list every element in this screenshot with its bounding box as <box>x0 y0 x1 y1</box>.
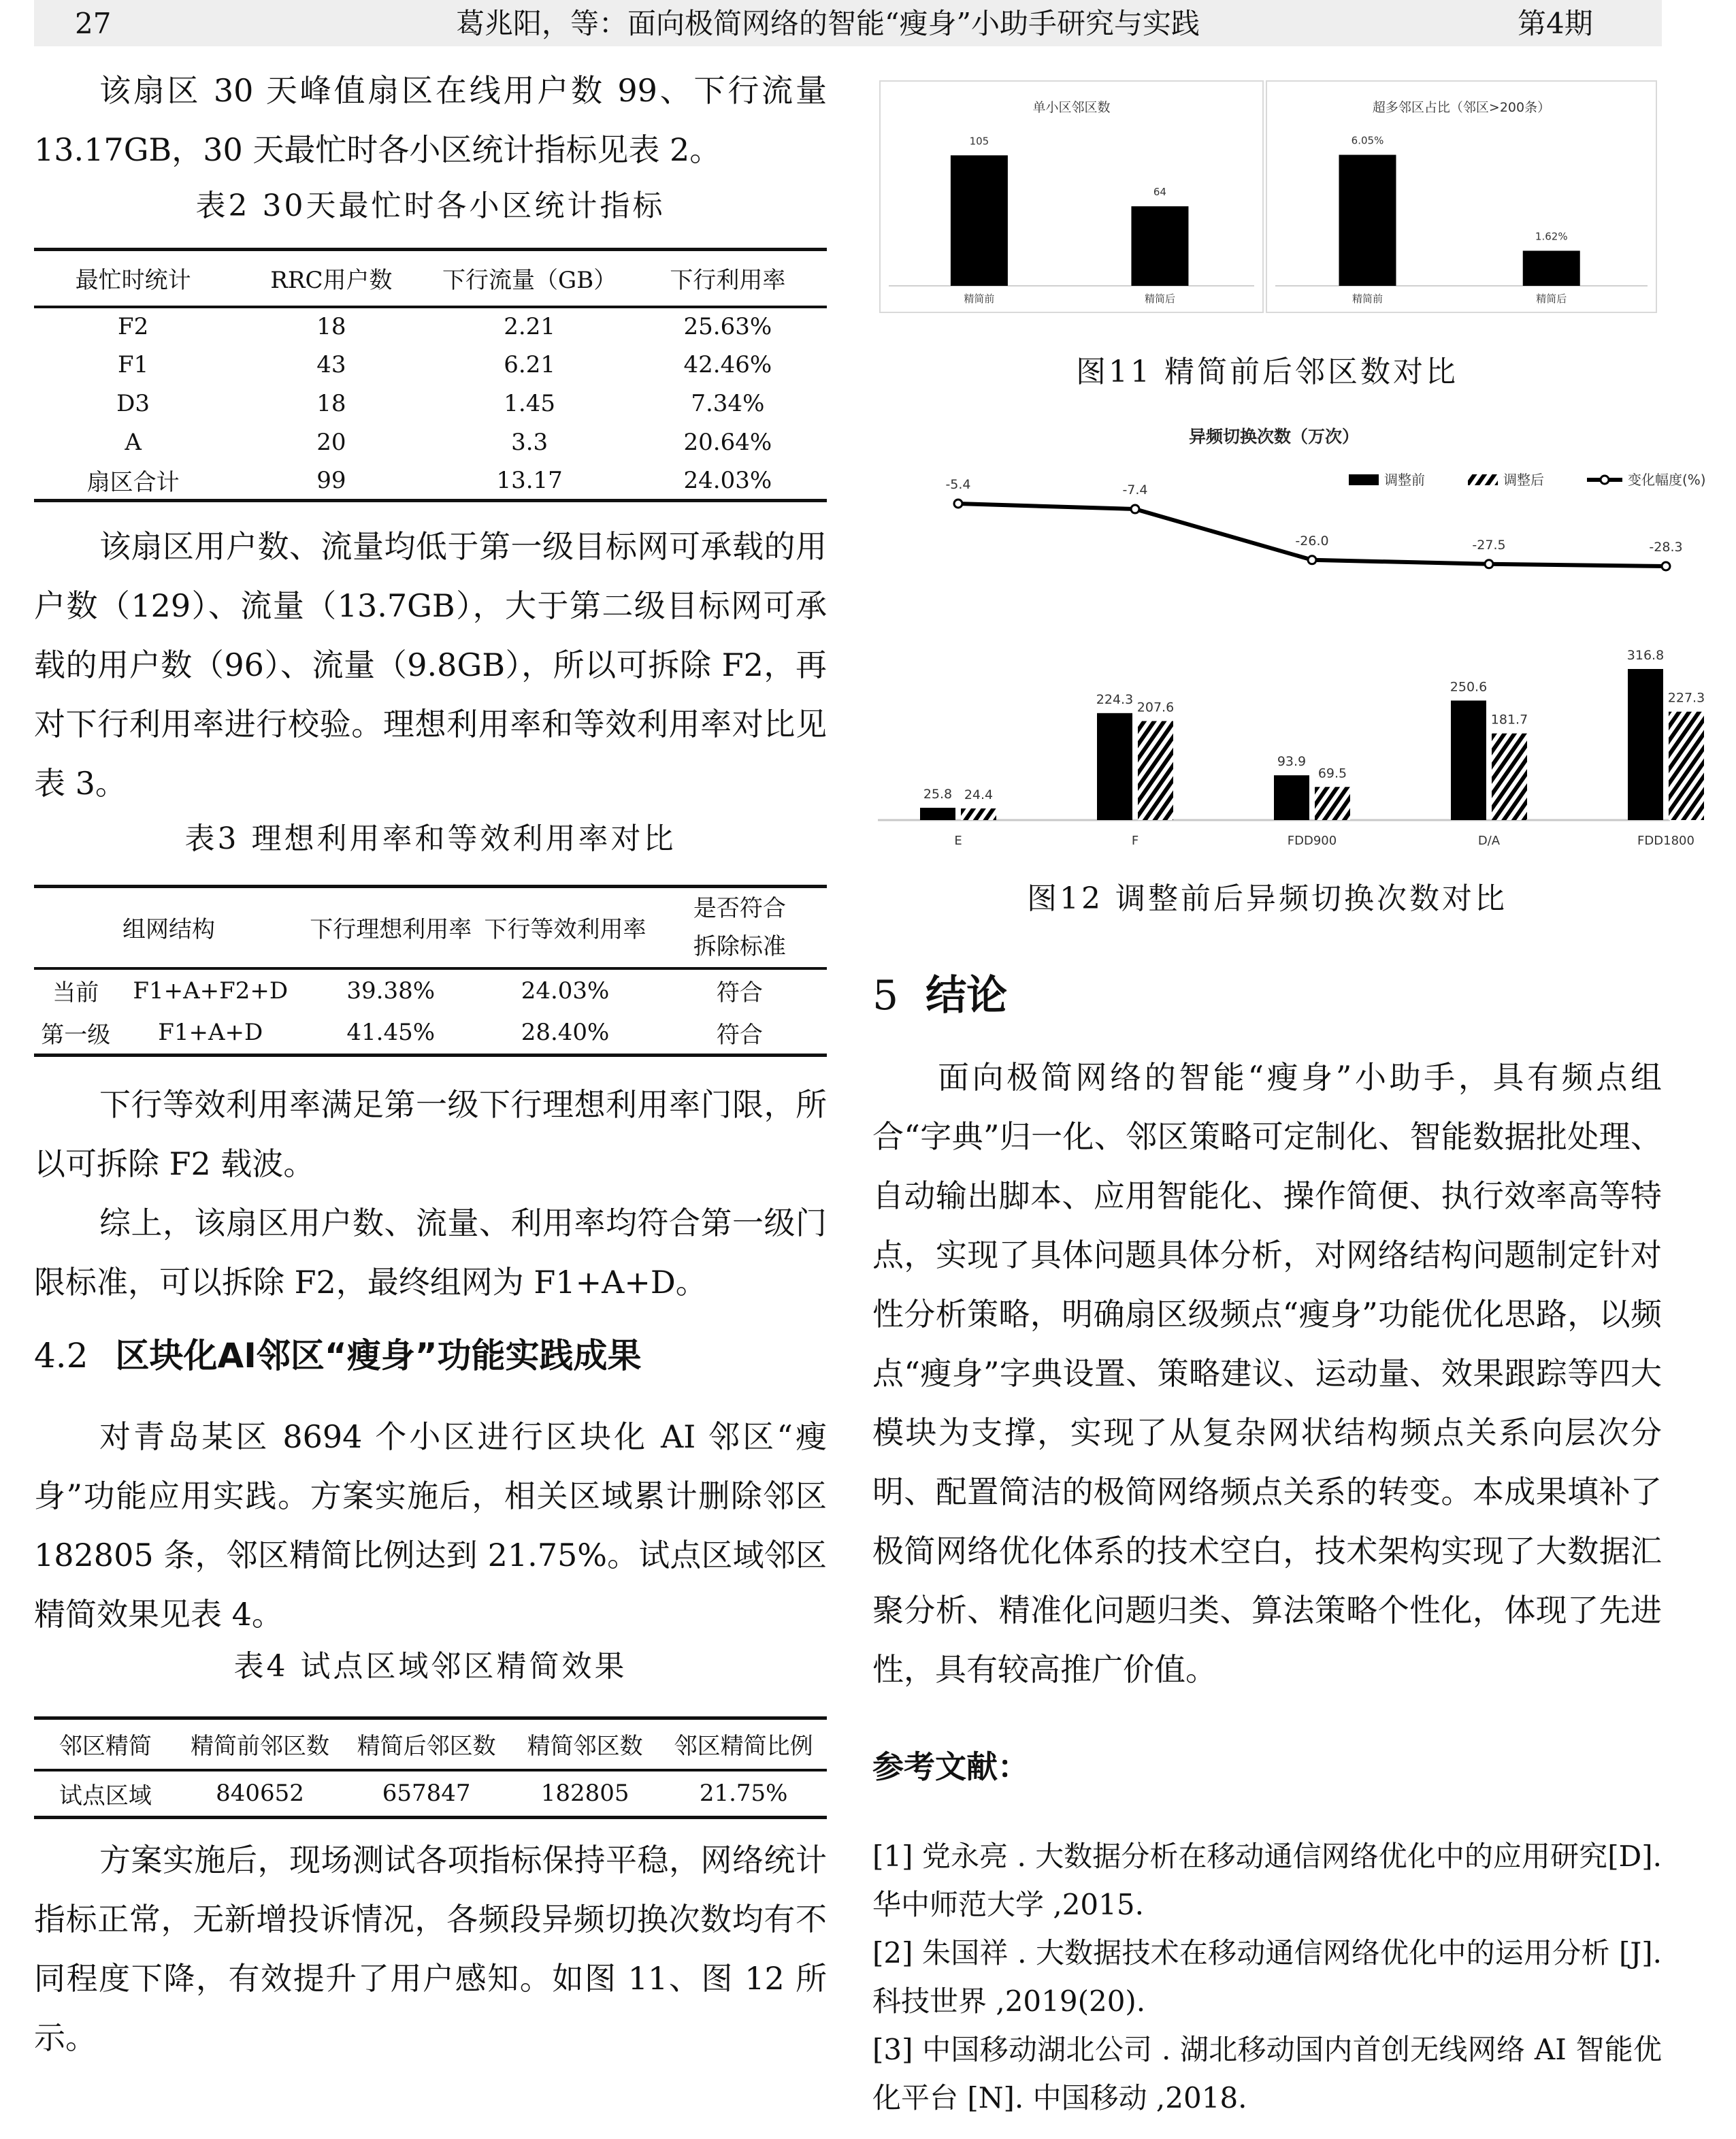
table-header: 邻区精简比例 <box>674 1733 813 1761</box>
x-tick-label: 精简后 <box>1144 293 1175 305</box>
table-cell: 41.45% <box>346 1019 436 1047</box>
table-cell: 符合 <box>716 1021 763 1049</box>
table-row <box>34 1770 827 1818</box>
line-data-label: -27.5 <box>1472 537 1506 553</box>
table-cell: 第一级 <box>41 1021 111 1049</box>
line-data-label: -26.0 <box>1295 533 1329 549</box>
table-header-row <box>34 1718 827 1770</box>
table-header: 下行利用率 <box>670 267 786 295</box>
figure-11-chart <box>879 80 1658 315</box>
table-cell: 20 <box>316 429 346 456</box>
table-cell: 39.38% <box>346 977 436 1005</box>
table-header: 精简邻区数 <box>527 1733 643 1761</box>
references-heading: 参考文献： <box>872 1748 1029 1785</box>
data-label: 181.7 <box>1490 712 1528 728</box>
table-header: 下行等效利用率 <box>484 916 646 944</box>
bar-before <box>1628 669 1663 820</box>
table-header-line: 拆除标准 <box>693 932 786 960</box>
table-cell: 13.17 <box>496 466 563 494</box>
bar <box>1131 206 1188 286</box>
paragraph-summary: 综上，该扇区用户数、流量、利用率均符合第一级门限标准，可以拆除 F2，最终组网为 F1+A+D。 <box>34 1205 827 1301</box>
bar-before <box>1451 700 1486 820</box>
table-header: 下行理想利用率 <box>310 916 472 944</box>
table-header: 精简前邻区数 <box>191 1733 329 1761</box>
table-cell: 24.03% <box>683 466 772 494</box>
bar-after <box>1315 787 1350 820</box>
table-header: 下行流量（GB） <box>442 267 617 295</box>
chart-panel-1 <box>880 81 1263 312</box>
legend-swatch-after <box>1468 474 1498 485</box>
table-cell: 20.64% <box>683 429 772 456</box>
bar <box>1339 155 1396 287</box>
table-row <box>34 346 827 385</box>
line-marker <box>1131 505 1139 513</box>
table-cell: 试点区域 <box>59 1782 152 1810</box>
table-cell: 当前 <box>52 979 99 1007</box>
paragraph-pilot-results: 对青岛某区 8694 个小区进行区块化 AI 邻区“瘦身”功能应用实践。方案实施后，相关区域累计删除邻区 182805 条，邻区精简比例达到 21.75%。试点区域邻区精简效果见表 4。 <box>34 1418 827 1633</box>
table-cell: 3.3 <box>511 429 548 456</box>
table-cell: 18 <box>316 390 346 417</box>
data-label: 250.6 <box>1450 679 1488 695</box>
table-cell: F1+A+F2+D <box>133 977 289 1005</box>
legend-label: 调整后 <box>1503 472 1544 488</box>
table-cell: 6.21 <box>504 351 555 378</box>
bar-after <box>1492 734 1527 820</box>
bar-after <box>1138 721 1173 820</box>
running-title: 葛兆阳，等：面向极简网络的智能“瘦身”小助手研究与实践 <box>456 7 1200 40</box>
line-marker <box>1308 556 1316 564</box>
table-cell: D3 <box>116 390 150 417</box>
table-cell: 42.46% <box>683 351 772 378</box>
legend-label: 变化幅度(%) <box>1628 472 1706 488</box>
line-data-label: -7.4 <box>1122 483 1148 498</box>
table-header: 邻区精简 <box>59 1733 152 1761</box>
x-tick-label: 精简后 <box>1536 293 1567 305</box>
section-heading-4-2 <box>34 1335 642 1376</box>
issue-number: 第4期 <box>1518 7 1593 40</box>
table-row <box>34 1012 827 1056</box>
table-row <box>34 423 827 462</box>
bar-before <box>1097 713 1132 820</box>
figure-12-chart <box>872 408 1706 851</box>
x-tick-label: FDD900 <box>1287 834 1337 848</box>
line-data-label: -28.3 <box>1649 540 1683 555</box>
data-label: 25.8 <box>923 786 953 802</box>
chart-legend <box>1349 472 1706 488</box>
data-label: 64 <box>1153 186 1166 199</box>
x-tick-label: 精简前 <box>1352 293 1383 305</box>
section-number: 4.2 <box>34 1336 88 1375</box>
table-cell: 7.34% <box>691 390 765 417</box>
figure-12-caption: 图12 调整前后异频切换次数对比 <box>1027 881 1507 916</box>
line-marker <box>954 500 962 508</box>
table-cell: 扇区合计 <box>86 469 180 497</box>
table-cell: 99 <box>316 466 346 494</box>
table-cell: F1 <box>118 351 149 378</box>
table4-caption: 表4 试点区域邻区精简效果 <box>233 1649 627 1684</box>
reference-item: [1] 党永亮 . 大数据分析在移动通信网络优化中的应用研究[D]. 华中师范大学 ,2015. <box>872 1840 1662 1921</box>
table4-pilot-neighbor-reduction <box>34 1716 827 1819</box>
table-cell: 25.63% <box>683 313 772 340</box>
data-label: 6.05% <box>1351 134 1384 147</box>
table-cell: F2 <box>118 313 149 340</box>
table2-caption: 表2 30天最忙时各小区统计指标 <box>195 189 666 223</box>
table-row <box>34 462 827 501</box>
x-tick-label: E <box>954 834 962 848</box>
table-row <box>34 385 827 423</box>
chart-title: 超多邻区占比（邻区>200条） <box>1372 100 1551 115</box>
table-cell: 43 <box>316 351 346 378</box>
table-cell: 840652 <box>216 1780 304 1808</box>
table-header: RRC用户数 <box>270 267 393 295</box>
table-header <box>653 887 827 968</box>
paragraph-busy-hour-intro: 该扇区 30 天峰值扇区在线用户数 99、下行流量 13.17GB，30 天最忙时各小区统计指标见表 2。 <box>34 72 827 168</box>
data-label: 69.5 <box>1317 766 1347 781</box>
table-cell: 符合 <box>716 979 763 1007</box>
legend-label: 调整前 <box>1384 472 1425 488</box>
section-heading-5 <box>872 972 1007 1019</box>
section-title: 区块化AI邻区“瘦身”功能实践成果 <box>115 1336 642 1375</box>
table-header: 精简后邻区数 <box>357 1733 496 1761</box>
x-tick-label: D/A <box>1477 834 1501 848</box>
table-cell: 1.45 <box>504 390 555 417</box>
paragraph-conclusion: 面向极简网络的智能“瘦身”小助手，具有频点组合“字典”归一化、邻区策略可定制化、智能数据批处理、自动输出脚本、应用智能化、操作简便、执行效率高等特点，实现了具体问题具体分析，对网络结构问题制定针对性分析策略，明确扇区级频点“瘦身”功能优化思路，以频点“瘦身”字典设置、策略建议、运动量、效果跟踪等四大模块为支撑，实现了从复杂网状结构频点关系向层次分明、配置简洁的极简网络频点关系的转变。本成果填补了极简网络优化体系的技术空白，技术架构实现了大数据汇聚分析、精准化问题归类、算法策略个性化，体现了先进性，具有较高推广价值。 <box>872 1059 1662 1688</box>
table-row <box>34 968 827 1012</box>
table-row <box>34 307 827 346</box>
x-tick-label: 精简前 <box>964 293 995 305</box>
chart-title: 单小区邻区数 <box>1032 100 1111 115</box>
table-header-row <box>34 887 827 968</box>
paragraph-capacity-check: 该扇区用户数、流量均低于第一级目标网可承载的用户数（129）、流量（13.7GB），大于第二级目标网可承载的用户数（96）、流量（9.8GB），所以可拆除 F2，再对下行利用率进行校验。理想利用率和等效利用率对比见表 3。 <box>34 528 827 802</box>
bar <box>1523 250 1580 286</box>
page-number: 27 <box>75 7 112 40</box>
table-cell: 21.75% <box>699 1780 788 1808</box>
bar <box>951 155 1008 286</box>
table-cell: F1+A+D <box>158 1019 263 1047</box>
section-title: 结论 <box>926 972 1008 1019</box>
table-cell: A <box>125 429 142 456</box>
table-header: 最忙时统计 <box>75 267 191 295</box>
table-cell: 28.40% <box>521 1019 610 1047</box>
line-marker <box>1662 562 1670 570</box>
table3-caption: 表3 理想利用率和等效利用率对比 <box>184 821 676 856</box>
data-label: 207.6 <box>1136 700 1175 715</box>
line-marker <box>1485 560 1493 568</box>
data-label: 93.9 <box>1277 754 1307 770</box>
table-cell: 18 <box>316 313 346 340</box>
bar-after <box>1669 712 1704 820</box>
section-number: 5 <box>872 972 899 1019</box>
x-tick-label: F <box>1131 834 1139 848</box>
data-label: 24.4 <box>964 787 994 802</box>
table-cell: 182805 <box>540 1780 629 1808</box>
reference-item: [2] 朱国祥 . 大数据技术在移动通信网络优化中的运用分析 [J]. 科技世界 ,2019(20). <box>872 1936 1662 2018</box>
data-label: 224.3 <box>1096 691 1134 707</box>
data-label: 316.8 <box>1626 648 1665 663</box>
paragraph-f2-removal: 下行等效利用率满足第一级下行理想利用率门限，所以可拆除 F2 载波。 <box>34 1086 827 1182</box>
chart-title: 异频切换次数（万次） <box>1188 427 1360 446</box>
reference-item: [3] 中国移动湖北公司 . 湖北移动国内首创无线网络 AI 智能优化平台 [N]. 中国移动 ,2018. <box>872 2033 1662 2114</box>
table-cell: 2.21 <box>504 313 555 340</box>
bar-before <box>920 808 955 820</box>
running-header <box>34 0 1662 46</box>
table-header-line: 是否符合 <box>693 894 786 922</box>
data-label: 227.3 <box>1667 690 1705 706</box>
paragraph-field-test: 方案实施后，现场测试各项指标保持平稳，网络统计指标正常，无新增投诉情况，各频段异频切换次数均有不同程度下降，有效提升了用户感知。如图 11、图 12 所示。 <box>34 1842 827 2056</box>
table2-busy-hour-stats <box>34 248 827 502</box>
bar-before <box>1274 775 1309 820</box>
table-cell: 24.03% <box>521 977 610 1005</box>
table-header-row <box>34 250 827 307</box>
legend-swatch-before <box>1349 474 1379 485</box>
line-data-label: -5.4 <box>945 477 971 492</box>
data-label: 105 <box>969 135 989 148</box>
chart-frame <box>1266 81 1656 312</box>
chart-frame <box>880 81 1263 312</box>
figure-11-caption: 图11 精简前后邻区数对比 <box>1076 355 1458 389</box>
table3-utilization-comparison <box>34 885 827 1057</box>
data-label: 1.62% <box>1535 230 1568 243</box>
legend-marker <box>1601 476 1609 484</box>
table-header: 组网结构 <box>122 916 216 944</box>
x-tick-label: FDD1800 <box>1637 834 1694 848</box>
table-cell: 657847 <box>382 1780 471 1808</box>
chart-panel-2 <box>1266 81 1656 312</box>
bar-after <box>961 809 996 820</box>
